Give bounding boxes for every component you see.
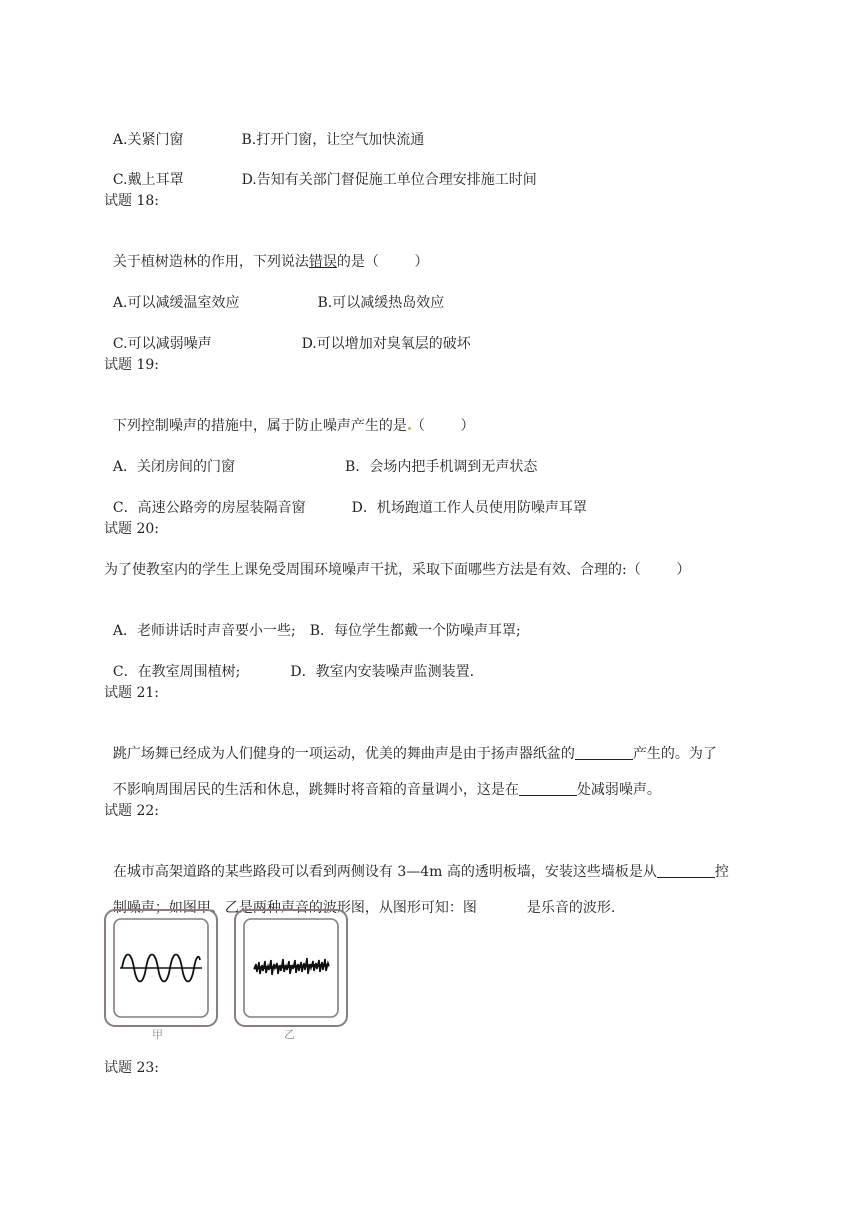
waveform-panel-yi xyxy=(235,910,347,1040)
q20-option-a: A．老师讲话时声音要小一些; xyxy=(112,623,296,639)
q18-stem-emphasis: 错误 xyxy=(308,254,337,270)
q20-title: 试题 20: xyxy=(104,521,159,537)
q20-option-d: D．教室内安装噪声监测装置. xyxy=(290,664,475,680)
q17-option-b: B.打开门窗，让空气加快流通 xyxy=(241,132,425,148)
q22-line-1 xyxy=(104,842,729,882)
q21-line2-pre: 不影响周围居民的生活和休息，跳舞时将音箱的音量调小，这是在 xyxy=(112,782,519,798)
q19-option-d: D．机场跑道工作人员使用防噪声耳罩 xyxy=(351,500,587,516)
q19-option-row-1 xyxy=(104,437,537,477)
q21-line-2 xyxy=(104,760,661,800)
q19-option-c: C．高速公路旁的房屋装隔音窗 xyxy=(112,500,306,516)
q21-line1-pre: 跳广场舞已经成为人们健身的一项运动，优美的舞曲声是由于扬声器纸盆的 xyxy=(112,746,575,762)
q20-option-c: C．在教室周围植树; xyxy=(112,664,241,680)
q19-option-a: A．关闭房间的门窗 xyxy=(112,459,236,475)
q22-line2-pre: 制噪声；如图甲、乙是两种声音的波形图，从图形可知：图 xyxy=(112,900,477,916)
q19-stem-post: （ ） xyxy=(410,418,475,434)
q19-stem xyxy=(104,396,475,436)
q18-stem-post: 的是（ ） xyxy=(336,254,429,270)
q18-option-b: B.可以减缓热岛效应 xyxy=(317,295,445,311)
q19-title: 试题 19: xyxy=(104,357,159,373)
q19-stem-pre: 下列控制噪声的措施中，属于防止噪声产生的是 xyxy=(112,418,407,434)
q22-title: 试题 22: xyxy=(104,803,159,819)
q17-option-row-1 xyxy=(104,110,424,150)
q20-option-row-2 xyxy=(104,642,474,682)
q20-stem: 为了使教室内的学生上课免受周围环境噪声干扰，采取下面哪些方法是有效、合理的:（ ） xyxy=(104,562,691,578)
q22-line2-post: 是乐音的波形. xyxy=(526,900,616,916)
q20-option-b: B．每位学生都戴一个防噪声耳罩; xyxy=(309,623,521,639)
q21-title: 试题 21: xyxy=(104,685,159,701)
q18-option-c: C.可以减弱噪声 xyxy=(112,336,212,352)
q18-option-a: A.可以减缓温室效应 xyxy=(112,295,240,311)
q22-line1-post: 控 xyxy=(714,864,729,880)
q17-option-a: A.关紧门窗 xyxy=(112,132,184,148)
q18-stem xyxy=(104,232,429,272)
figure-label-yi: 乙 xyxy=(284,1028,295,1040)
q21-line2-post: 处减弱噪声。 xyxy=(576,782,661,798)
q17-option-c: C.戴上耳罩 xyxy=(112,172,184,188)
q17-option-row-2 xyxy=(104,150,537,190)
q18-option-d: D.可以增加对臭氧层的破坏 xyxy=(301,336,471,352)
q20-option-row-1 xyxy=(104,601,521,641)
q21-line-1 xyxy=(104,724,717,764)
q19-option-b: B．会场内把手机调到无声状态 xyxy=(345,459,538,475)
q17-option-d: D.告知有关部门督促施工单位合理安排施工时间 xyxy=(241,172,537,188)
q18-title: 试题 18: xyxy=(104,193,159,209)
answer-blank xyxy=(519,781,577,796)
q21-line1-post: 产生的。为了 xyxy=(632,746,717,762)
waveform-panel-jia xyxy=(105,910,217,1040)
answer-blank xyxy=(657,863,715,878)
q18-option-row-1 xyxy=(104,273,444,313)
q18-option-row-2 xyxy=(104,314,471,354)
waveform-figure xyxy=(104,908,364,1040)
q18-stem-pre: 关于植树造林的作用，下列说法 xyxy=(112,254,309,270)
q22-line1-pre: 在城市高架道路的某些路段可以看到两侧设有 3—4m 高的透明板墙，安装这些墙板是从 xyxy=(112,864,657,880)
figure-label-jia: 甲 xyxy=(152,1028,163,1040)
answer-blank xyxy=(575,745,633,760)
q23-title: 试题 23: xyxy=(104,1060,159,1076)
waveform-figure-svg xyxy=(104,908,364,1040)
q19-option-row-2 xyxy=(104,478,587,518)
